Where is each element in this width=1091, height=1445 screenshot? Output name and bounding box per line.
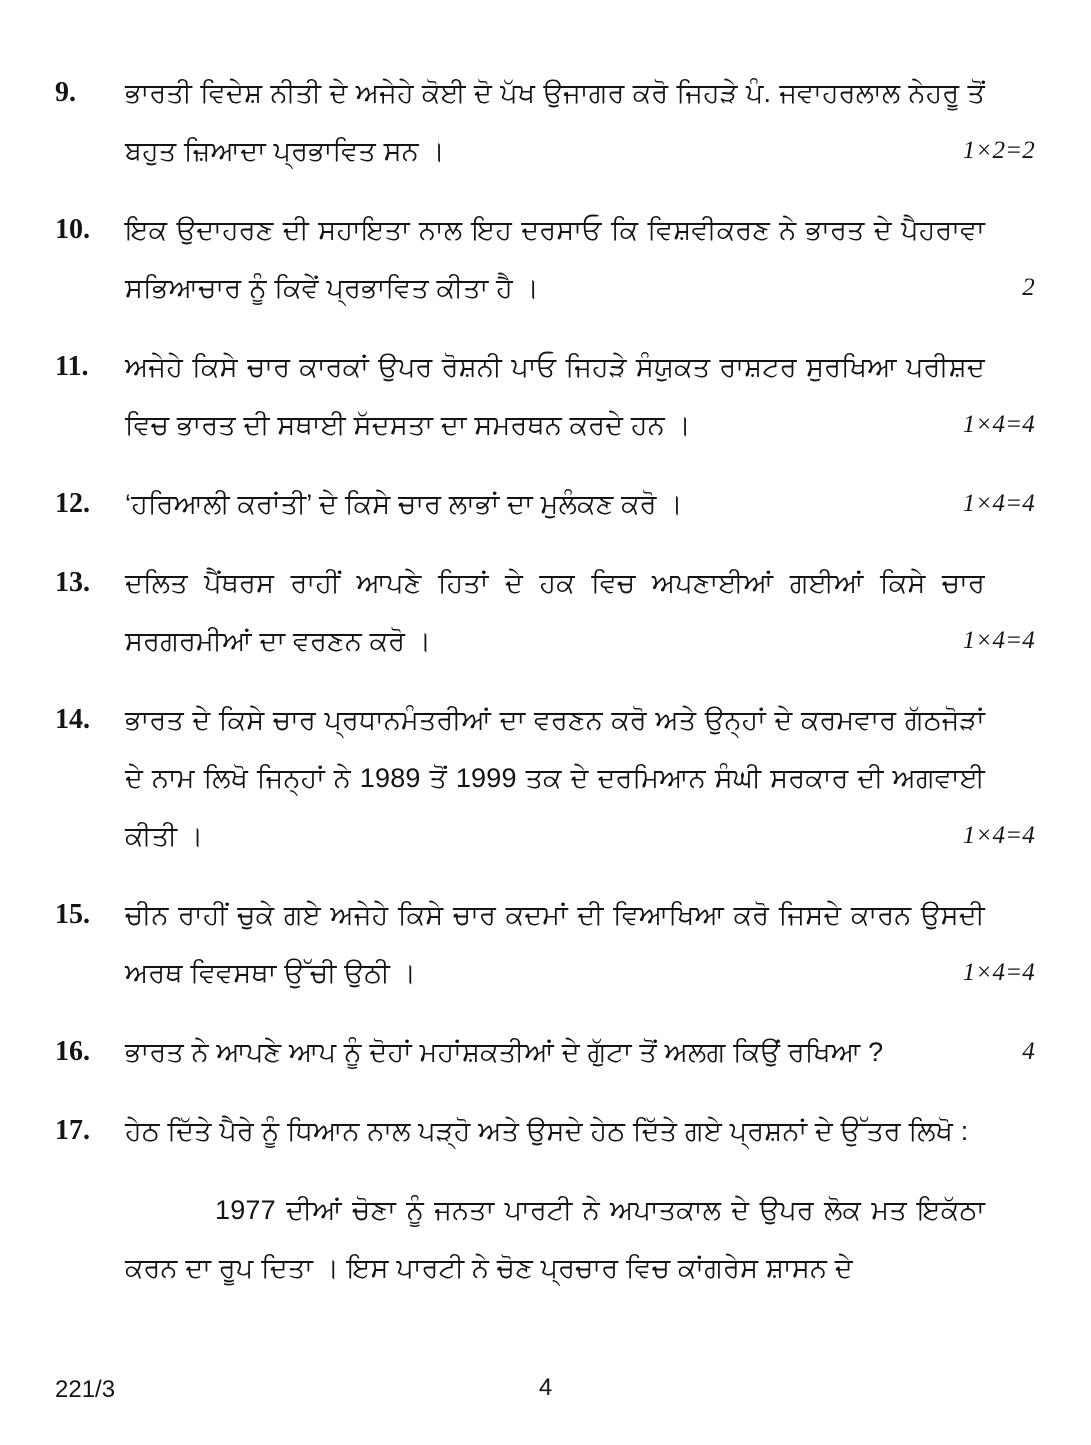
question-row: [55, 338, 1045, 454]
question-row: [55, 691, 1045, 865]
question-text: ਅਜੇਹੇ ਕਿਸੇ ਚਾਰ ਕਾਰਕਾਂ ਉਪਰ ਰੋਸ਼ਨੀ ਪਾਓ ਜਿਹੜੇ ਸੰਯੁਕਤ ਰਾਸ਼ਟਰ ਸੁਰਖਿਆ ਪਰੀਸ਼ਦ ਵਿਚ ਭਾਰਤ ਦੀ ਸਥਾਈ ਸੱਦਸਤਾ ਦਾ ਸਮਰਥਨ ਕਰਦੇ ਹਨ ।: [125, 352, 985, 440]
footer-paper-code: 221/3: [55, 1376, 116, 1403]
question-row: [55, 64, 1045, 180]
question-text: ਭਾਰਤੀ ਵਿਦੇਸ਼ ਨੀਤੀ ਦੇ ਅਜੇਹੇ ਕੋਈ ਦੋ ਪੱਖ ਉਜਾਗਰ ਕਰੋ ਜਿਹੜੇ ਪੰ. ਜਵਾਹਰਲਾਲ ਨੇਹਰੂ ਤੋਂ ਬਹੁਤ ਜ਼ਿਆਦਾ ਪ੍ਰਭਾਵਿਤ ਸਨ ।: [125, 78, 985, 166]
question-body: [125, 475, 1035, 533]
question-marks: 1×4=4: [962, 627, 1035, 654]
question-body: [125, 201, 1035, 317]
question-number: 11.: [55, 351, 89, 382]
question-marks: 1×4=4: [962, 822, 1035, 849]
question-number: 10.: [55, 214, 90, 245]
question-text: ਭਾਰਤ ਦੇ ਕਿਸੇ ਚਾਰ ਪ੍ਰਧਾਨਮੰਤਰੀਆਂ ਦਾ ਵਰਣਨ ਕਰੋ ਅਤੇ ਉਨ੍ਹਾਂ ਦੇ ਕਰਮਵਾਰ ਗੱਠਜੋੜਾਂ ਦੇ ਨਾਮ ਲਿਖੋ ਜਿਨ੍ਹਾਂ ਨੇ 1989 ਤੋਂ 1999 ਤਕ ਦੇ ਦਰਮਿਆਨ ਸੰਘੀ ਸਰਕਾਰ ਦੀ ਅਗਵਾਈ ਕੀਤੀ ।: [125, 705, 985, 851]
question-body: [125, 886, 1035, 1002]
question-number: 15.: [55, 899, 90, 930]
question-text: ਚੀਨ ਰਾਹੀਂ ਚੁਕੇ ਗਏ ਅਜੇਹੇ ਕਿਸੇ ਚਾਰ ਕਦਮਾਂ ਦੀ ਵਿਆਖਿਆ ਕਰੋ ਜਿਸਦੇ ਕਾਰਨ ਉਸਦੀ ਅਰਥ ਵਿਵਸਥਾ ਉੱਚੀ ਉਠੀ ।: [125, 900, 985, 988]
question-row: [55, 1102, 1045, 1160]
question-row: [55, 1023, 1045, 1081]
question-marks: 1×4=4: [962, 959, 1035, 986]
question-number: 9.: [55, 77, 76, 108]
question-number: 14.: [55, 704, 90, 735]
question-marks: 1×4=4: [962, 411, 1035, 438]
question-body: [125, 1102, 985, 1160]
question-body: [125, 338, 1035, 454]
question-row: [55, 201, 1045, 317]
question-number: 12.: [55, 488, 90, 519]
question-text: ਹੇਠ ਦਿੱਤੇ ਪੈਰੇ ਨੂੰ ਧਿਆਨ ਨਾਲ ਪੜ੍ਹੋ ਅਤੇ ਉਸਦੇ ਹੇਠ ਦਿੱਤੇ ਗਏ ਪ੍ਰਸ਼ਨਾਂ ਦੇ ਉੱਤਰ ਲਿਖੋ :: [125, 1116, 969, 1146]
question-row: [55, 886, 1045, 1002]
question-marks: 1×2=2: [962, 137, 1035, 164]
question-text: ਦਲਿਤ ਪੈਂਥਰਸ ਰਾਹੀਂ ਆਪਣੇ ਹਿਤਾਂ ਦੇ ਹਕ ਵਿਚ ਅਪਣਾਈਆਂ ਗਈਆਂ ਕਿਸੇ ਚਾਰ ਸਰਗਰਮੀਆਂ ਦਾ ਵਰਣਨ ਕਰੋ ।: [125, 568, 985, 656]
question-body: [125, 1023, 1035, 1081]
question-marks: 1×4=4: [962, 490, 1035, 517]
question-marks: 2: [1022, 274, 1035, 301]
question-row: [55, 554, 1045, 670]
question-marks: 4: [1022, 1038, 1035, 1065]
question-body: [125, 554, 1035, 670]
question-text: ‘ਹਰਿਆਲੀ ਕਰਾਂਤੀ’ ਦੇ ਕਿਸੇ ਚਾਰ ਲਾਭਾਂ ਦਾ ਮੁਲੰਕਣ ਕਰੋ ।: [125, 489, 683, 519]
reading-passage-text: 1977 ਦੀਆਂ ਚੋਣਾ ਨੂੰ ਜਨਤਾ ਪਾਰਟੀ ਨੇ ਅਪਾਤਕਾਲ ਦੇ ਉਪਰ ਲੋਕ ਮਤ ਇਕੱਠਾ ਕਰਨ ਦਾ ਰੂਪ ਦਿਤਾ । ਇਸ ਪਾਰਟੀ ਨੇ ਚੋਣ ਪ੍ਰਚਾਰ ਵਿਚ ਕਾਂਗਰੇਸ ਸ਼ਾਸਨ ਦੇ: [125, 1195, 985, 1283]
question-row: [55, 475, 1045, 533]
footer-page-number: 4: [538, 1374, 553, 1401]
question-body: [125, 691, 1035, 865]
question-number: 17.: [55, 1115, 90, 1146]
questions-section: [55, 64, 1045, 1297]
question-number: 16.: [55, 1036, 90, 1067]
question-body: [125, 64, 1035, 180]
question-text: ਭਾਰਤ ਨੇ ਆਪਣੇ ਆਪ ਨੂੰ ਦੋਹਾਂ ਮਹਾਂਸ਼ਕਤੀਆਂ ਦੇ ਗੁੱਟਾ ਤੋਂ ਅਲਗ ਕਿਉਂ ਰਖਿਆ ?: [125, 1037, 884, 1067]
question-text: ਇਕ ਉਦਾਹਰਣ ਦੀ ਸਹਾਇਤਾ ਨਾਲ ਇਹ ਦਰਸਾਓ ਕਿ ਵਿਸ਼ਵੀਕਰਣ ਨੇ ਭਾਰਤ ਦੇ ਪੈਹਰਾਵਾ ਸਭਿਆਚਾਰ ਨੂੰ ਕਿਵੇਂ ਪ੍ਰਭਾਵਿਤ ਕੀਤਾ ਹੈ ।: [125, 215, 985, 303]
reading-passage-container: [125, 1181, 985, 1297]
question-number: 13.: [55, 567, 90, 598]
